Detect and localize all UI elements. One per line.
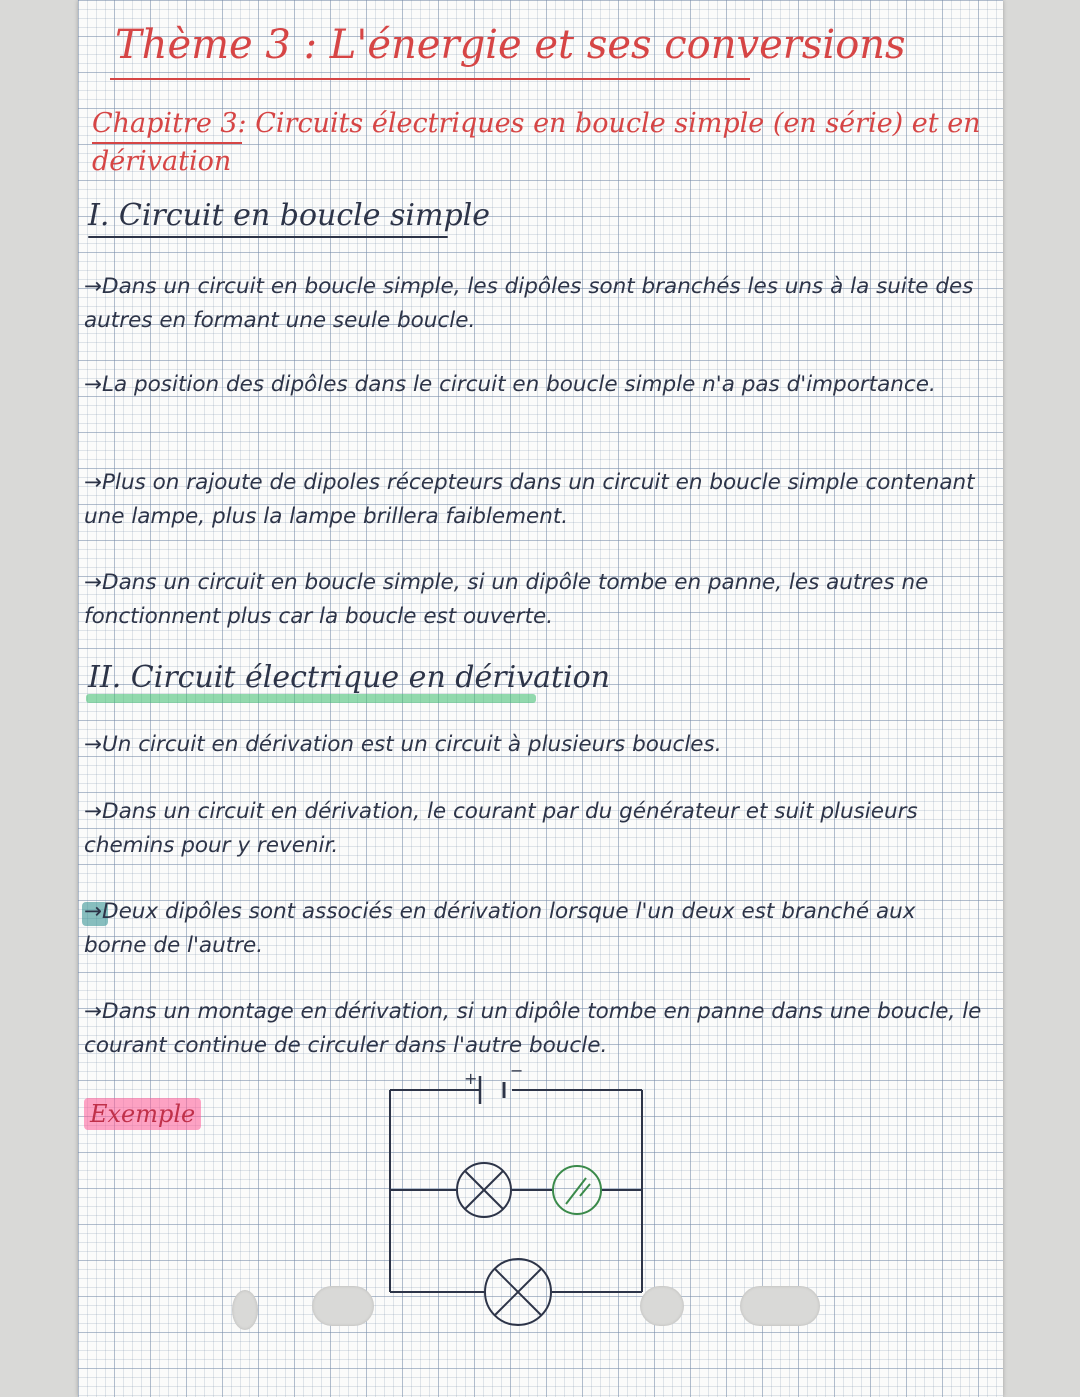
- s1-paragraph-3: →Plus on rajoute de dipoles récepteurs dans un circuit en boucle simple contenant une lampe, plus la lampe brillera faiblement.: [84, 470, 975, 529]
- s2-paragraph-4: →Dans un montage en dérivation, si un dipôle tombe en panne dans une boucle, le courant continue de circuler dans l'autre boucle.: [84, 999, 982, 1058]
- s1-paragraph-4: →Dans un circuit en boucle simple, si un dipôle tombe en panne, les autres ne fonctionnent plus car la boucle est ouverte.: [84, 570, 929, 629]
- parallel-circuit-diagram: [380, 1062, 650, 1332]
- theme-title: Thème 3 : L'énergie et ses conversions: [115, 22, 906, 68]
- s2-paragraph-3: →Deux dipôles sont associés en dérivation lorsque l'un deux est branché aux borne de l'autre.: [84, 899, 916, 958]
- s1-paragraph-1: →Dans un circuit en boucle simple, les dipôles sont branchés les uns à la suite des autres en formant une seule boucle.: [84, 274, 974, 333]
- theme-title-underline: [110, 78, 750, 80]
- binder-hole: [312, 1286, 374, 1326]
- binder-hole: [232, 1290, 258, 1330]
- lamp-3-icon: [485, 1259, 551, 1325]
- s1-paragraph-2: →La position des dipôles dans le circuit en boucle simple n'a pas d'importance.: [84, 372, 936, 397]
- section1-underline: [88, 236, 448, 238]
- broken-lamp-icon: [553, 1166, 601, 1214]
- minus-sign: −: [510, 1062, 524, 1080]
- chapter-title: Chapitre 3: Circuits électriques en boucle simple (en série) et en dérivation: [92, 108, 981, 177]
- plus-sign: +: [464, 1069, 478, 1088]
- s2-paragraph-1: →Un circuit en dérivation est un circuit à plusieurs boucles.: [84, 732, 722, 757]
- s2-paragraph-2: →Dans un circuit en dérivation, le courant par du générateur et suit plusieurs chemins pour y revenir.: [84, 799, 918, 858]
- section2-highlight: [86, 694, 536, 703]
- binder-hole: [640, 1286, 684, 1326]
- lamp-1-icon: [457, 1163, 511, 1217]
- section1-heading: I. Circuit en boucle simple: [88, 198, 490, 233]
- section2-heading: II. Circuit électrique en dérivation: [88, 660, 611, 695]
- binder-hole: [740, 1286, 820, 1326]
- example-label: Exemple: [84, 1098, 201, 1130]
- chapter-label-underline: [92, 142, 242, 144]
